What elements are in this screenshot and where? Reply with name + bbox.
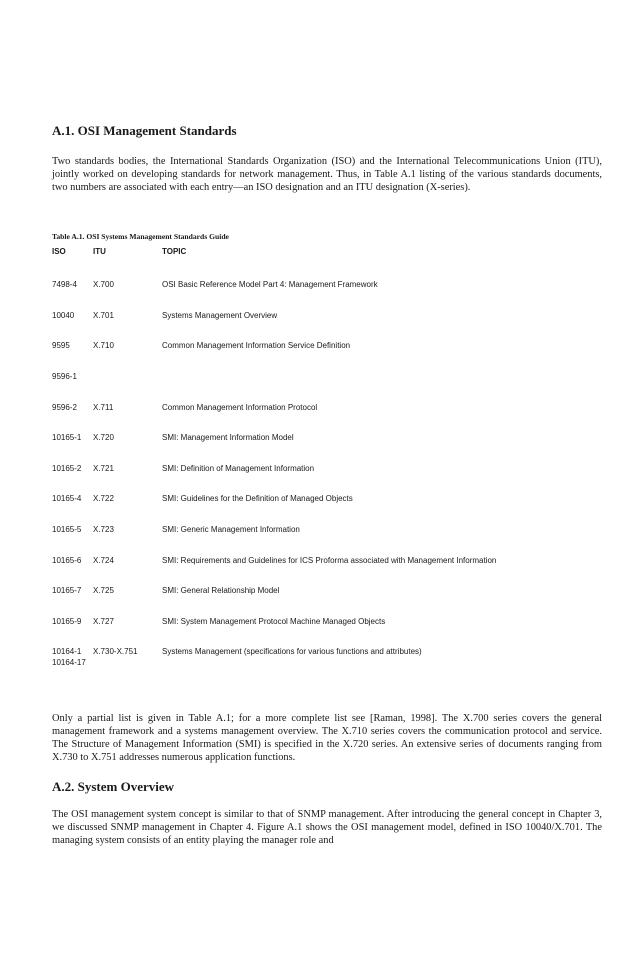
table-row [52, 616, 612, 640]
table-row [52, 493, 612, 517]
topic-cell: SMI: System Management Protocol Machine Managed Objects [162, 617, 386, 626]
topic-cell: SMI: Management Information Model [162, 433, 294, 442]
iso-cell: 10165-7 [52, 586, 82, 595]
topic-cell: Common Management Information Protocol [162, 403, 318, 412]
table-row [52, 310, 612, 334]
iso-cell-line: 10164-17 [52, 658, 86, 667]
topic-cell: SMI: Requirements and Guidelines for ICS Proforma associated with Management Information [162, 556, 497, 565]
itu-cell: X.721 [93, 464, 114, 473]
itu-cell: X.724 [93, 556, 114, 565]
itu-cell: X.725 [93, 586, 114, 595]
iso-cell: 10165-1 [52, 433, 82, 442]
iso-cell: 9596-2 [52, 403, 77, 412]
iso-cell: 10165-9 [52, 617, 82, 626]
iso-cell: 9596-1 [52, 372, 77, 381]
itu-cell: X.730-X.751 [93, 647, 138, 656]
topic-cell: Common Management Information Service Definition [162, 341, 351, 350]
section-heading-a1: A.1. OSI Management Standards [52, 123, 237, 138]
table-row [52, 646, 612, 676]
table-row [52, 402, 612, 426]
header-iso: ISO [52, 247, 66, 256]
topic-cell: SMI: Guidelines for the Definition of Managed Objects [162, 494, 353, 503]
table-row [52, 555, 612, 579]
itu-cell: X.701 [93, 311, 114, 320]
body-paragraph: Only a partial list is given in Table A.1; for a more complete list see [Raman, 1998]. The X.700 series covers the general management framework and a systems management overview. The X.710 series covers the communication protocol and service. The Structure of Management Information (SMI) is specified in the X.720 series. An extensive series of documents ranging from X.730 to X.751 addresses numerous application functions. [52, 713, 602, 763]
topic-cell: SMI: Generic Management Information [162, 525, 300, 534]
topic-cell: Systems Management Overview [162, 311, 278, 320]
iso-cell: 10165-4 [52, 494, 82, 503]
table-row [52, 524, 612, 548]
iso-cell: 10165-2 [52, 464, 82, 473]
topic-cell: OSI Basic Reference Model Part 4: Management Framework [162, 280, 378, 289]
topic-cell: SMI: General Relationship Model [162, 586, 280, 595]
iso-cell: 7498-4 [52, 280, 77, 289]
topic-cell: SMI: Definition of Management Information [162, 464, 315, 473]
header-topic: TOPIC [162, 247, 187, 256]
table-row [52, 432, 612, 456]
iso-cell [52, 646, 98, 668]
table-row [52, 463, 612, 487]
table-row [52, 340, 612, 364]
iso-cell: 9595 [52, 341, 70, 350]
itu-cell: X.723 [93, 525, 114, 534]
iso-cell: 10165-6 [52, 556, 82, 565]
iso-cell-line: 10164-1 [52, 647, 82, 656]
table-caption: Table A.1. OSI Systems Management Standards Guide [52, 232, 229, 241]
table-row [52, 585, 612, 609]
section-heading-a2: A.2. System Overview [52, 779, 175, 794]
intro-paragraph: Two standards bodies, the International Standards Organization (ISO) and the International Telecommunications Union (ITU), jointly worked on developing standards for network management. Thus, in Table A.1 listing of the various standards documents, two numbers are associated with each entry—an ISO designation and an ITU designation (X-series). [52, 156, 602, 193]
header-itu: ITU [93, 247, 106, 256]
table-row [52, 279, 612, 303]
itu-cell: X.720 [93, 433, 114, 442]
iso-cell: 10040 [52, 311, 75, 320]
table-row [52, 371, 612, 395]
itu-cell: X.710 [93, 341, 114, 350]
itu-cell: X.700 [93, 280, 114, 289]
overview-paragraph: The OSI management system concept is similar to that of SNMP management. After introducing the general concept in Chapter 3, we discussed SNMP management in Chapter 4. Figure A.1 shows the OSI management model, defined in ISO 10040/X.701. The managing system consists of an entity playing the manager role and [52, 809, 602, 846]
itu-cell: X.711 [93, 403, 114, 412]
table-header-row [52, 246, 612, 270]
topic-cell: Systems Management (specifications for various functions and attributes) [162, 647, 422, 656]
iso-cell: 10165-5 [52, 525, 82, 534]
itu-cell: X.722 [93, 494, 114, 503]
itu-cell: X.727 [93, 617, 114, 626]
